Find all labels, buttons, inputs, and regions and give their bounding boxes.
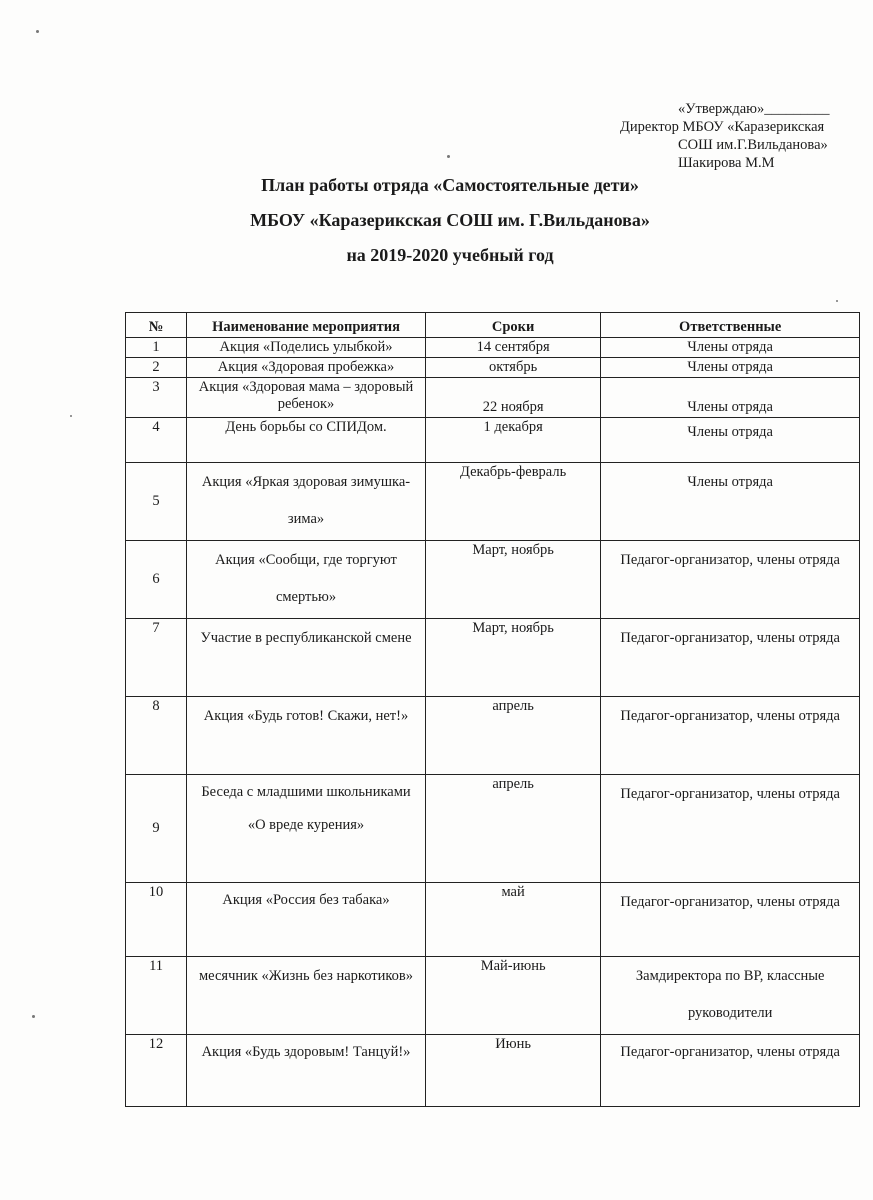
plan-table [125,312,860,1107]
table-row [126,378,860,418]
table-row [126,418,860,463]
row-number: 8 [126,697,187,775]
row-term: 1 декабря [425,418,600,463]
header-name: Наименование мероприятия [187,313,426,338]
table-header-row [126,313,860,338]
row-number: 1 [126,338,187,358]
row-responsible: Педагог-организатор, члены отряда [601,1035,860,1107]
scan-speck [36,30,39,33]
row-term: Март, ноябрь [425,619,600,697]
row-responsible: Педагог-организатор, члены отряда [601,541,860,619]
row-term: октябрь [425,358,600,378]
table-row [126,957,860,1035]
row-responsible: Педагог-организатор, члены отряда [601,883,860,957]
row-number: 6 [126,541,187,619]
table-row [126,883,860,957]
row-number: 12 [126,1035,187,1107]
row-responsible: Члены отряда [601,463,860,541]
row-name: Акция «Сообщи, где торгуют смертью» [187,541,426,619]
row-responsible: Педагог-организатор, члены отряда [601,775,860,883]
row-name: Акция «Будь готов! Скажи, нет!» [187,697,426,775]
row-term: апрель [425,775,600,883]
row-number: 4 [126,418,187,463]
row-term: Июнь [425,1035,600,1107]
row-number: 2 [126,358,187,378]
table-row [126,358,860,378]
table-row [126,1035,860,1107]
row-number: 9 [126,775,187,883]
row-name: Акция «Здоровая пробежка» [187,358,426,378]
row-responsible: Педагог-организатор, члены отряда [601,697,860,775]
row-responsible: Члены отряда [601,358,860,378]
row-responsible: Члены отряда [601,418,860,463]
row-number: 10 [126,883,187,957]
title-line: МБОУ «Каразерикская СОШ им. Г.Вильданова» [250,210,650,230]
row-term: Март, ноябрь [425,541,600,619]
row-name: Акция «Яркая здоровая зимушка-зима» [187,463,426,541]
row-name: Акция «Россия без табака» [187,883,426,957]
approval-line: Директор МБОУ «Каразерикская [620,119,825,135]
document-title [170,168,730,273]
row-term: май [425,883,600,957]
row-term: Декабрь-февраль [425,463,600,541]
approval-line: «Утверждаю»_________ [678,101,830,117]
row-term: 14 сентября [425,338,600,358]
approval-line: Шакирова М.М [678,155,775,171]
table-row [126,697,860,775]
row-name: Беседа с младшими школьниками «О вреде курения» [187,775,426,883]
row-number: 3 [126,378,187,418]
scan-speck [836,300,838,302]
title-line: План работы отряда «Самостоятельные дети» [261,175,639,195]
table-row [126,541,860,619]
row-name: Акция «Здоровая мама – здоровый ребенок» [187,378,426,418]
row-number: 11 [126,957,187,1035]
row-name: Акция «Будь здоровым! Танцуй!» [187,1035,426,1107]
table-row [126,619,860,697]
row-responsible: Замдиректора по ВР, классные руководители [601,957,860,1035]
table-row [126,463,860,541]
row-number: 7 [126,619,187,697]
table-row [126,338,860,358]
scan-speck [447,155,450,158]
approval-block [600,100,850,172]
row-name: Акция «Поделись улыбкой» [187,338,426,358]
header-number: № [126,313,187,338]
row-term: 22 ноября [425,378,600,418]
row-term: апрель [425,697,600,775]
row-responsible: Члены отряда [601,378,860,418]
title-line: на 2019-2020 учебный год [346,245,554,265]
row-term: Май-июнь [425,957,600,1035]
scan-speck [70,415,72,417]
row-responsible: Педагог-организатор, члены отряда [601,619,860,697]
row-number: 5 [126,463,187,541]
table-row [126,775,860,883]
header-term: Сроки [425,313,600,338]
header-responsible: Ответственные [601,313,860,338]
row-name: День борьбы со СПИДом. [187,418,426,463]
approval-line: СОШ им.Г.Вильданова» [678,137,828,153]
row-responsible: Члены отряда [601,338,860,358]
scan-speck [32,1015,35,1018]
row-name: Участие в республиканской смене [187,619,426,697]
row-name: месячник «Жизнь без наркотиков» [187,957,426,1035]
